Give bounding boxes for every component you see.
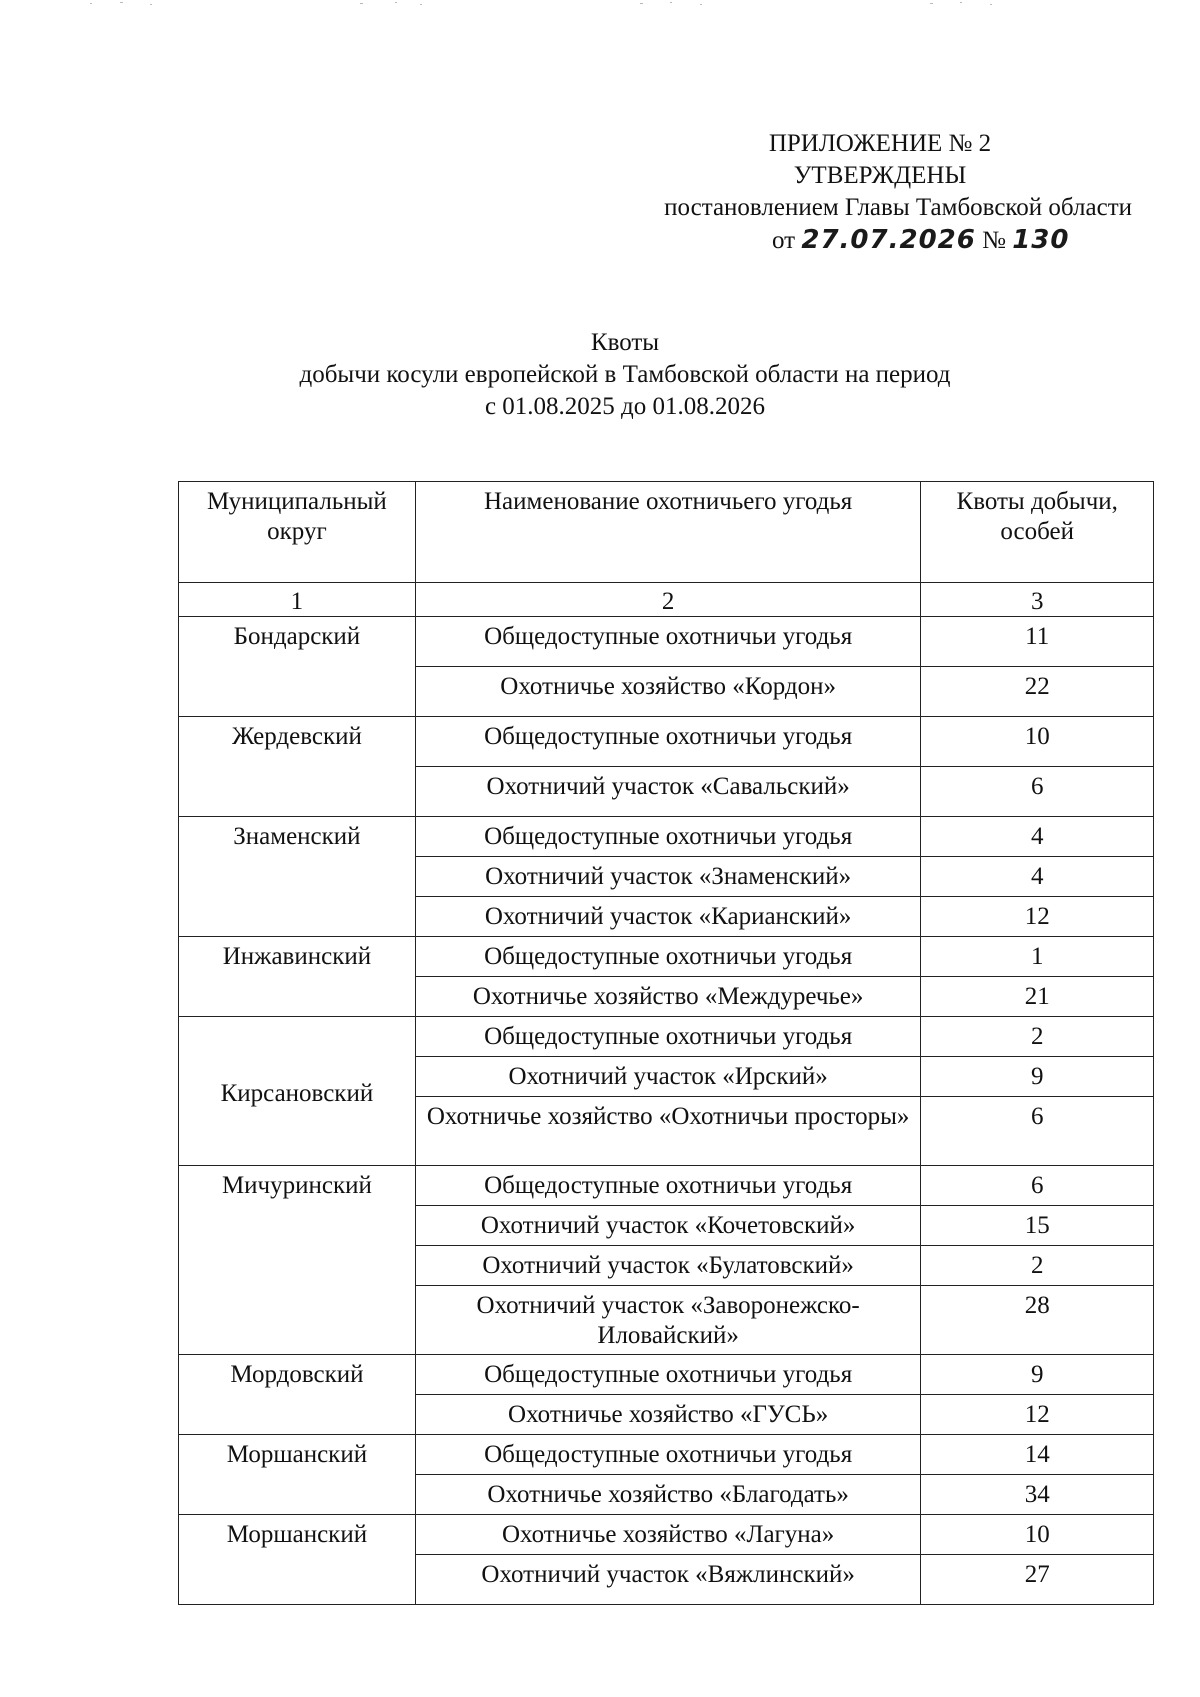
district-cell: Инжавинский	[179, 937, 416, 1017]
quota-cell: 2	[921, 1017, 1154, 1057]
district-cell: Мичуринский	[179, 1166, 416, 1355]
header-quota: Квоты добычи, особей	[921, 482, 1154, 583]
quota-cell: 15	[921, 1206, 1154, 1246]
ground-name-cell: Охотничий участок «Вяжлинский»	[415, 1555, 921, 1605]
table-row	[179, 717, 1154, 767]
scan-artifacts	[0, 0, 1200, 12]
district-cell: Знаменский	[179, 817, 416, 937]
ground-name-cell: Охотничий участок «Савальский»	[415, 767, 921, 817]
quota-cell: 21	[921, 977, 1154, 1017]
number-prefix: №	[982, 227, 1006, 254]
ground-name-cell: Общедоступные охотничьи угодья	[415, 617, 921, 667]
table-header-row	[179, 482, 1154, 583]
title-line-2: добычи косули европейской в Тамбовской области на период	[299, 361, 951, 388]
table-row	[179, 1515, 1154, 1555]
ground-name-cell: Охотничье хозяйство «Кордон»	[415, 667, 921, 717]
district-cell: Кирсановский	[179, 1017, 416, 1166]
quota-cell: 34	[921, 1475, 1154, 1515]
quota-cell: 6	[921, 1097, 1154, 1166]
title-line-3: с 01.08.2025 до 01.08.2026	[484, 393, 766, 420]
quota-cell: 27	[921, 1555, 1154, 1605]
title-line-1: Квоты	[590, 329, 660, 356]
ground-name-cell: Охотничье хозяйство «Междуречье»	[415, 977, 921, 1017]
quota-cell: 12	[921, 897, 1154, 937]
header-district: Муниципальный округ	[179, 482, 416, 583]
ground-name-cell: Общедоступные охотничьи угодья	[415, 1166, 921, 1206]
decree-date-line	[740, 224, 1140, 257]
approval-block	[600, 128, 1140, 257]
quota-cell: 10	[921, 717, 1154, 767]
quota-cell: 28	[921, 1286, 1154, 1355]
ground-name-cell: Общедоступные охотничьи угодья	[415, 937, 921, 977]
table-row	[179, 1435, 1154, 1475]
ground-name-cell: Охотничий участок «Заворонежско-Иловайский»	[415, 1286, 921, 1355]
approved-label: УТВЕРЖДЕНЫ	[793, 162, 967, 189]
district-cell: Моршанский	[179, 1435, 416, 1515]
ground-name-cell: Охотничье хозяйство «ГУСЬ»	[415, 1395, 921, 1435]
district-cell: Мордовский	[179, 1355, 416, 1435]
ground-name-cell: Охотничий участок «Булатовский»	[415, 1246, 921, 1286]
ground-name-cell: Общедоступные охотничьи угодья	[415, 1435, 921, 1475]
ground-name-cell: Охотничий участок «Ирский»	[415, 1057, 921, 1097]
quota-cell: 6	[921, 1166, 1154, 1206]
quota-cell: 2	[921, 1246, 1154, 1286]
ground-name-cell: Охотничье хозяйство «Охотничьи просторы»	[415, 1097, 921, 1166]
ground-name-cell: Охотничий участок «Знаменский»	[415, 857, 921, 897]
district-cell: Моршанский	[179, 1515, 416, 1605]
district-cell: Бондарский	[179, 617, 416, 717]
ground-name-cell: Охотничье хозяйство «Лагуна»	[415, 1515, 921, 1555]
column-number-row	[179, 583, 1154, 617]
quota-cell: 1	[921, 937, 1154, 977]
column-number: 2	[415, 583, 921, 617]
document-title	[200, 327, 1050, 423]
table-row	[179, 817, 1154, 857]
handwritten-date: 27.07.2026	[801, 225, 976, 255]
table-row	[179, 1017, 1154, 1057]
quota-cell: 4	[921, 817, 1154, 857]
header-hunting-ground: Наименование охотничьего угодья	[415, 482, 921, 583]
table-row	[179, 1166, 1154, 1206]
handwritten-number: 130	[1012, 225, 1070, 255]
ground-name-cell: Общедоступные охотничьи угодья	[415, 717, 921, 767]
column-number: 1	[179, 583, 416, 617]
quota-cell: 6	[921, 767, 1154, 817]
decree-label: постановлением Главы Тамбовской области	[664, 194, 1132, 221]
ground-name-cell: Общедоступные охотничьи угодья	[415, 817, 921, 857]
ground-name-cell: Общедоступные охотничьи угодья	[415, 1017, 921, 1057]
date-prefix: от	[772, 227, 796, 254]
appendix-label: ПРИЛОЖЕНИЕ № 2	[768, 130, 992, 157]
quota-cell: 9	[921, 1355, 1154, 1395]
quota-cell: 12	[921, 1395, 1154, 1435]
ground-name-cell: Охотничий участок «Карианский»	[415, 897, 921, 937]
table-row	[179, 1355, 1154, 1395]
ground-name-cell: Охотничье хозяйство «Благодать»	[415, 1475, 921, 1515]
table-row	[179, 617, 1154, 667]
district-cell: Жердевский	[179, 717, 416, 817]
quota-cell: 11	[921, 617, 1154, 667]
table-row	[179, 937, 1154, 977]
ground-name-cell: Общедоступные охотничьи угодья	[415, 1355, 921, 1395]
quota-cell: 4	[921, 857, 1154, 897]
column-number: 3	[921, 583, 1154, 617]
quota-cell: 22	[921, 667, 1154, 717]
quota-cell: 14	[921, 1435, 1154, 1475]
quota-cell: 9	[921, 1057, 1154, 1097]
ground-name-cell: Охотничий участок «Кочетовский»	[415, 1206, 921, 1246]
quota-table	[178, 481, 1154, 1605]
quota-cell: 10	[921, 1515, 1154, 1555]
